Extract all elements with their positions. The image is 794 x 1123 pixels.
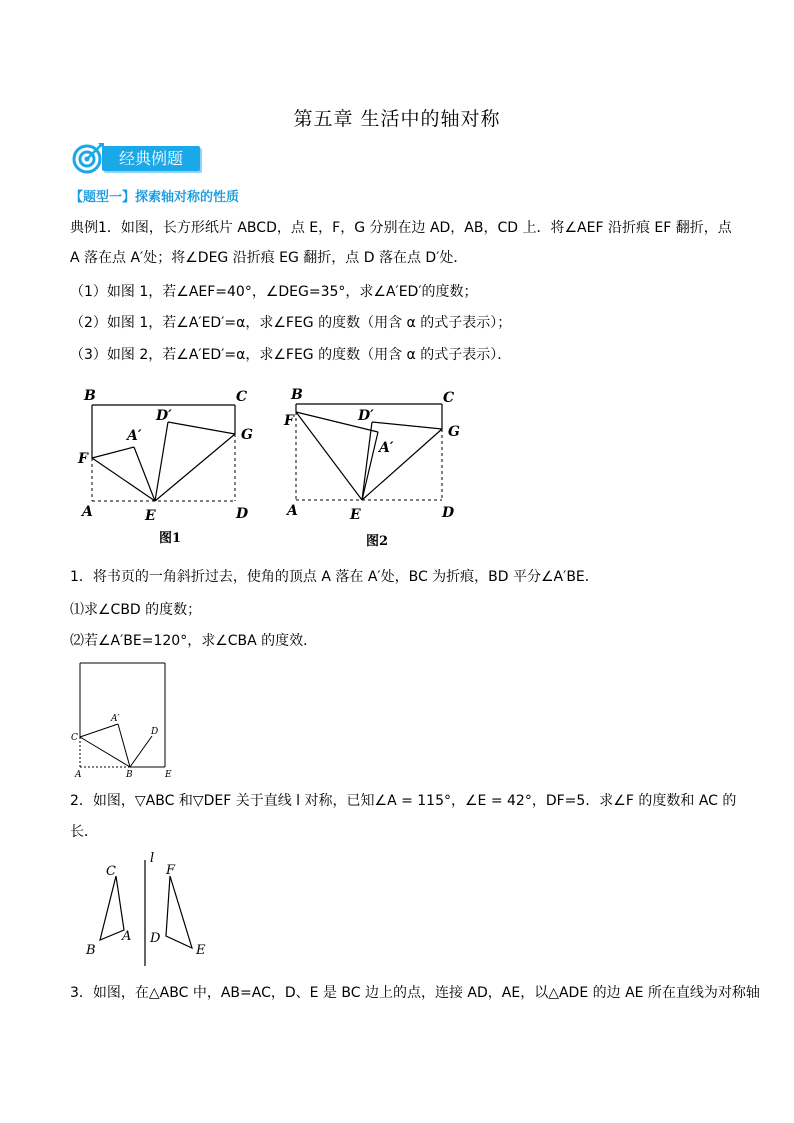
fig2-label-B: B (291, 387, 303, 403)
figure-2 (282, 380, 482, 555)
p1-label-A-prime: A′ (111, 714, 120, 724)
fig1-label-E: E (145, 508, 156, 524)
fig1-label-G: G (241, 427, 253, 443)
p2-label-C: C (106, 864, 116, 879)
fig2-label-A-prime: A′ (379, 440, 394, 456)
p2-label-F: F (166, 863, 176, 878)
p1-label-D: D (151, 727, 159, 737)
example-question-3: （3）如图 2，若∠A′ED′=α，求∠FEG 的度数（用含 α 的式子表示）． (70, 347, 512, 363)
problem-2-line-1: 2．如图，▽ABC 和▽DEF 关于直线 l 对称，已知∠A = 115°，∠E = 42°，DF=5．求∠F 的度数和 AC 的 (70, 793, 737, 809)
problem-1-line-1: 1．将书页的一角斜折过去，使角的顶点 A 落在 A′处，BC 为折痕，BD 平分∠A′BE． (70, 569, 599, 585)
p2-label-A: A (122, 929, 132, 944)
problem-1-question-2: ⑵若∠A′BE=120°，求∠CBA 的度效． (70, 633, 318, 649)
problem-2-figure (80, 848, 220, 973)
fig1-label-D: D (236, 506, 249, 522)
p1-label-C: C (71, 733, 78, 743)
fig1-label-A: A (82, 504, 93, 520)
p2-label-D: D (150, 931, 161, 946)
fig1-label-A-prime: A′ (127, 428, 142, 444)
fig2-label-D-prime: D′ (358, 408, 374, 424)
fig2-label-E: E (350, 507, 361, 523)
fig2-label-A: A (287, 503, 298, 519)
fig1-label-F: F (78, 451, 88, 467)
section-banner (72, 141, 202, 175)
fig2-label-F: F (284, 413, 294, 429)
p1-label-E: E (165, 770, 172, 780)
problem-2-line-2: 长． (70, 824, 98, 840)
problem-1-question-1: ⑴求∠CBD 的度数； (70, 602, 202, 618)
fig2-label-G: G (448, 424, 460, 440)
target-arrow-icon (72, 141, 106, 175)
page-title: 第五章 生活中的轴对称 (293, 108, 501, 130)
example-question-1: （1）如图 1，若∠AEF=40°，∠DEG=35°，求∠A′ED′的度数； (70, 284, 478, 300)
fig2-caption: 图2 (365, 534, 389, 549)
fig2-label-C: C (443, 390, 455, 406)
fig1-label-B: B (84, 388, 96, 404)
p1-label-A: A (75, 770, 82, 780)
figure-1 (70, 380, 270, 555)
example-line-1: 典例1．如图，长方形纸片 ABCD，点 E，F，G 分别在边 AD，AB，CD 上．将∠AEF 沿折痕 EF 翻折，点 (70, 220, 732, 236)
type-heading: 【题型一】探索轴对称的性质 (70, 190, 240, 205)
fig1-label-C: C (236, 389, 248, 405)
problem-1-figure (68, 660, 188, 780)
fig1-caption: 图1 (158, 531, 182, 546)
fig2-label-D: D (442, 505, 455, 521)
p2-label-E: E (196, 943, 206, 958)
example-question-2: （2）如图 1，若∠A′ED′=α，求∠FEG 的度数（用含 α 的式子表示）； (70, 315, 512, 331)
fig1-label-D-prime: D′ (156, 408, 172, 424)
p2-label-l: l (150, 851, 155, 866)
p2-label-B: B (86, 943, 96, 958)
example-line-2: A 落在点 A′处；将∠DEG 沿折痕 EG 翻折，点 D 落在点 D′处． (70, 250, 468, 266)
banner-label: 经典例题 (102, 146, 200, 171)
problem-3-line-1: 3．如图，在△ABC 中，AB=AC，D、E 是 BC 边上的点，连接 AD，AE，以△ADE 的边 AE 所在直线为对称轴 (70, 985, 760, 1001)
p1-label-B: B (126, 770, 133, 780)
